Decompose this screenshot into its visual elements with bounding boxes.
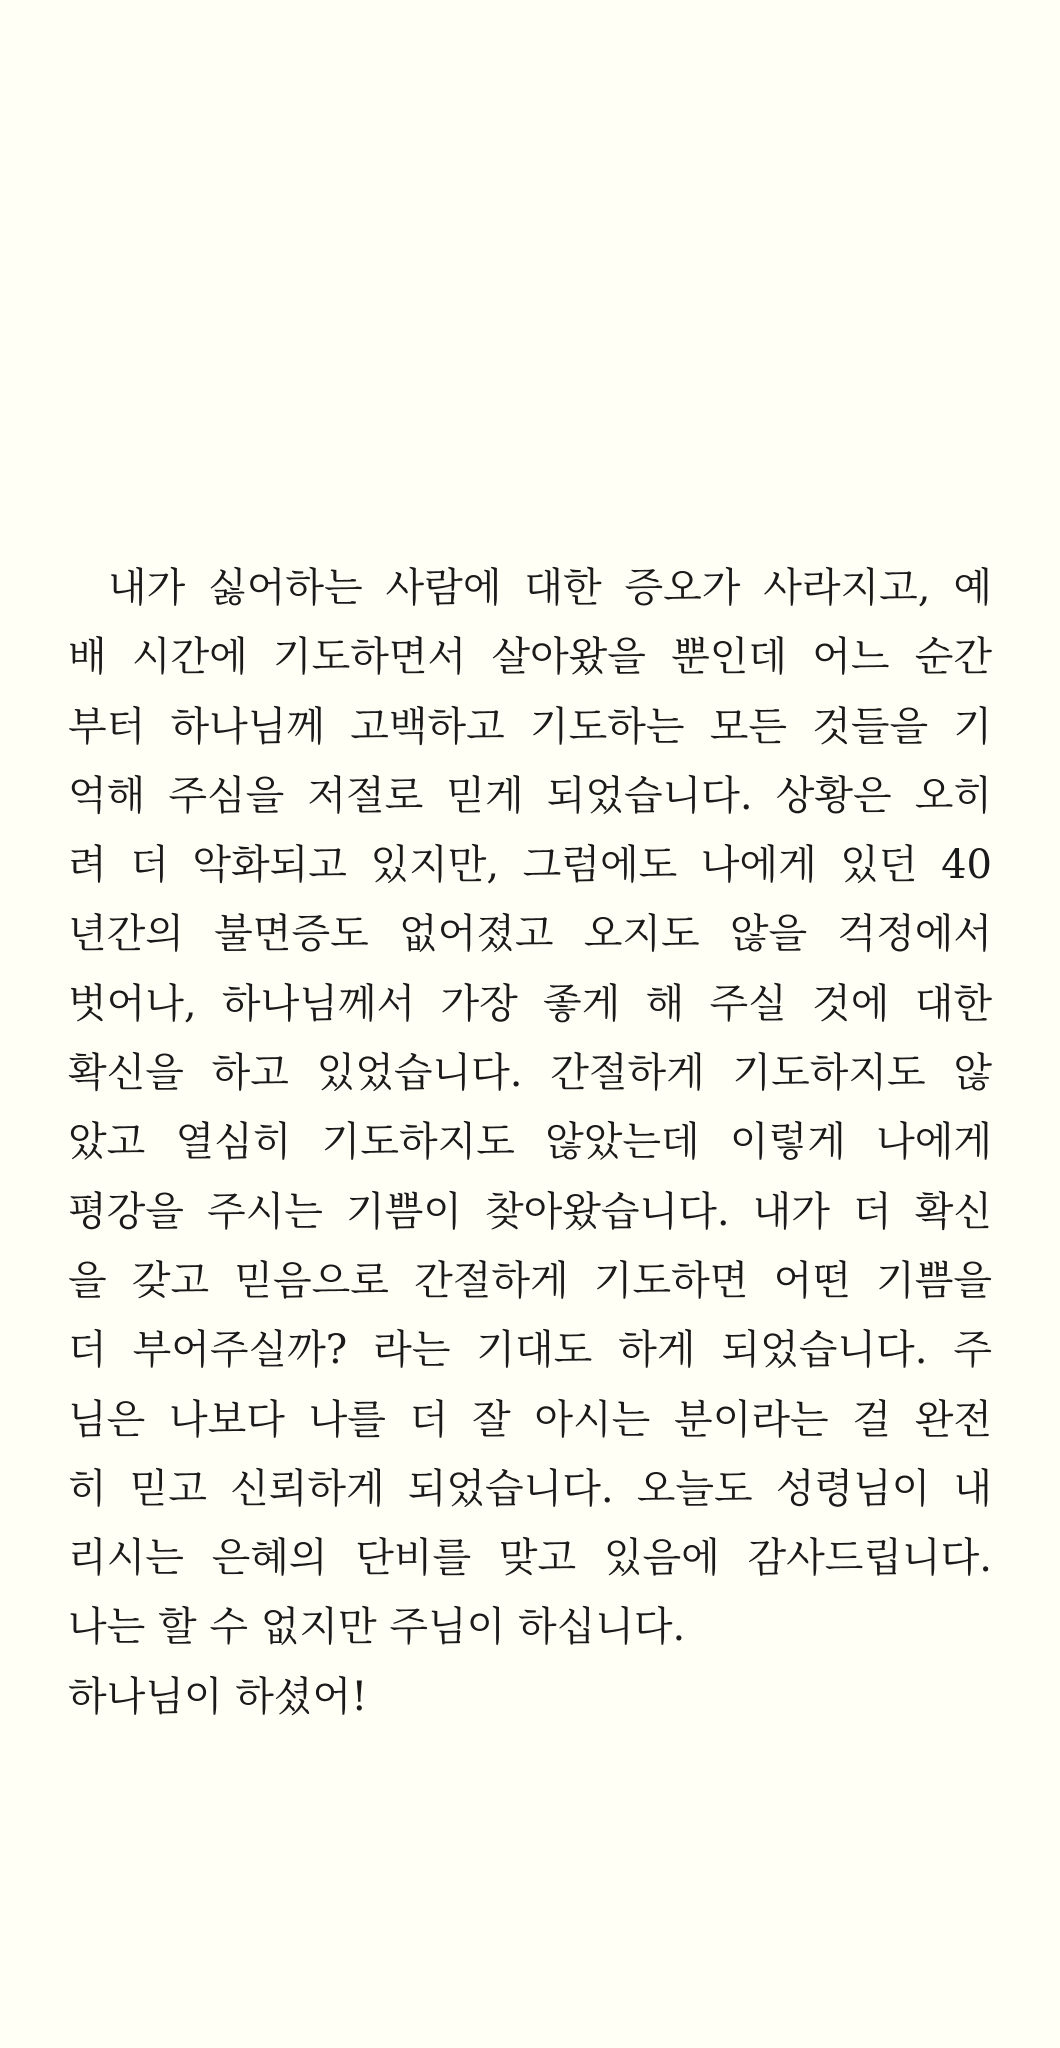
- text-line: 확신을 하고 있었습니다. 간절하게 기도하지도 않: [68, 1050, 992, 1097]
- text-line: 부터 하나님께 고백하고 기도하는 모든 것들을 기: [68, 703, 992, 750]
- text-line: 평강을 주시는 기쁨이 찾아왔습니다. 내가 더 확신: [68, 1188, 992, 1235]
- text-line: 님은 나보다 나를 더 잘 아시는 분이라는 걸 완전: [68, 1396, 992, 1443]
- text-line: 려 더 악화되고 있지만, 그럼에도 나에게 있던 40: [68, 842, 992, 889]
- text-line: 억해 주심을 저절로 믿게 되었습니다. 상황은 오히: [68, 772, 992, 819]
- text-line: 벗어나, 하나님께서 가장 좋게 해 주실 것에 대한: [68, 980, 992, 1027]
- reading-text: [68, 554, 992, 1732]
- text-line: 리시는 은혜의 단비를 맞고 있음에 감사드립니다.: [68, 1535, 992, 1582]
- text-line: 더 부어주실까? 라는 기대도 하게 되었습니다. 주: [68, 1327, 992, 1374]
- text-line: 나는 할 수 없지만 주님이 하십니다.: [68, 1604, 686, 1651]
- text-line: 을 갖고 믿음으로 간절하게 기도하면 어떤 기쁨을: [68, 1257, 992, 1304]
- text-line: 내가 싫어하는 사람에 대한 증오가 사라지고, 예: [108, 565, 992, 611]
- closing-line: 하나님이 하셨어!: [68, 1673, 368, 1720]
- text-line: 히 믿고 신뢰하게 되었습니다. 오늘도 성령님이 내: [68, 1465, 992, 1512]
- text-line: 배 시간에 기도하면서 살아왔을 뿐인데 어느 순간: [68, 634, 992, 681]
- text-line: 았고 열심히 기도하지도 않았는데 이렇게 나에게: [68, 1119, 992, 1166]
- text-line: 년간의 불면증도 없어졌고 오지도 않을 걱정에서: [68, 911, 992, 958]
